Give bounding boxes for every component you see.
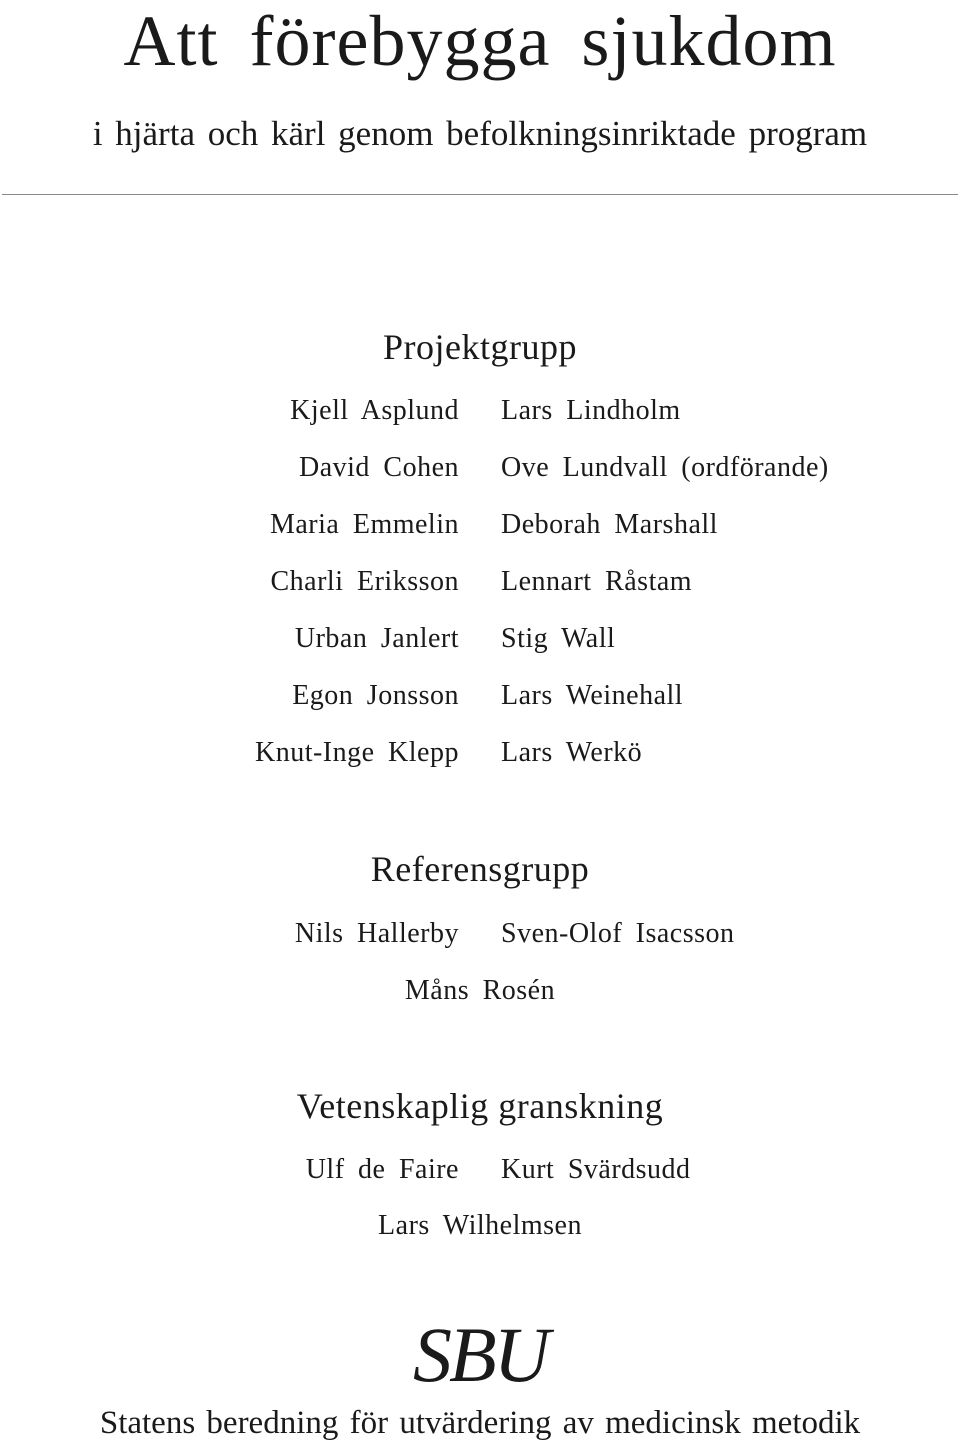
granskning-heading: Vetenskaplig granskning — [296, 1086, 664, 1126]
projektgrupp-heading: Projektgrupp — [383, 327, 577, 367]
granskning-member-center: Lars Wilhelmsen — [378, 1210, 582, 1241]
projektgrupp-member-left: David Cohen — [298, 452, 459, 483]
granskning-member-right: Kurt Svärdsudd — [501, 1154, 691, 1185]
document-subtitle: i hjärta och kärl genom befolkningsinriktade program — [92, 114, 868, 153]
title-divider — [2, 194, 958, 195]
projektgrupp-member-right: Lars Lindholm — [501, 395, 681, 426]
referensgrupp-heading: Referensgrupp — [370, 849, 590, 889]
projektgrupp-member-right: Lars Werkö — [501, 737, 643, 768]
projektgrupp-member-right: Lars Weinehall — [501, 680, 684, 711]
referensgrupp-member-left: Nils Hallerby — [294, 918, 459, 949]
projektgrupp-member-right: Lennart Råstam — [501, 566, 693, 597]
projektgrupp-member-left: Knut-Inge Klepp — [254, 737, 459, 768]
projektgrupp-member-left: Egon Jonsson — [292, 680, 459, 711]
projektgrupp-member-left: Urban Janlert — [294, 623, 459, 654]
projektgrupp-member-right: Ove Lundvall (ordförande) — [501, 452, 829, 483]
projektgrupp-member-right: Stig Wall — [501, 623, 616, 654]
granskning-member-left: Ulf de Faire — [305, 1154, 459, 1185]
projektgrupp-member-left: Charli Eriksson — [270, 566, 459, 597]
document-title: Att förebygga sjukdom — [123, 1, 837, 81]
projektgrupp-member-right: Deborah Marshall — [501, 509, 718, 540]
organization-name: Statens beredning för utvärdering av medicinsk metodik — [99, 1405, 861, 1441]
referensgrupp-member-center: Måns Rosén — [404, 975, 556, 1006]
projektgrupp-member-left: Maria Emmelin — [269, 509, 459, 540]
projektgrupp-member-left: Kjell Asplund — [290, 395, 459, 426]
sbu-logo: SBU — [413, 1311, 547, 1398]
referensgrupp-member-right: Sven-Olof Isacsson — [501, 918, 735, 949]
